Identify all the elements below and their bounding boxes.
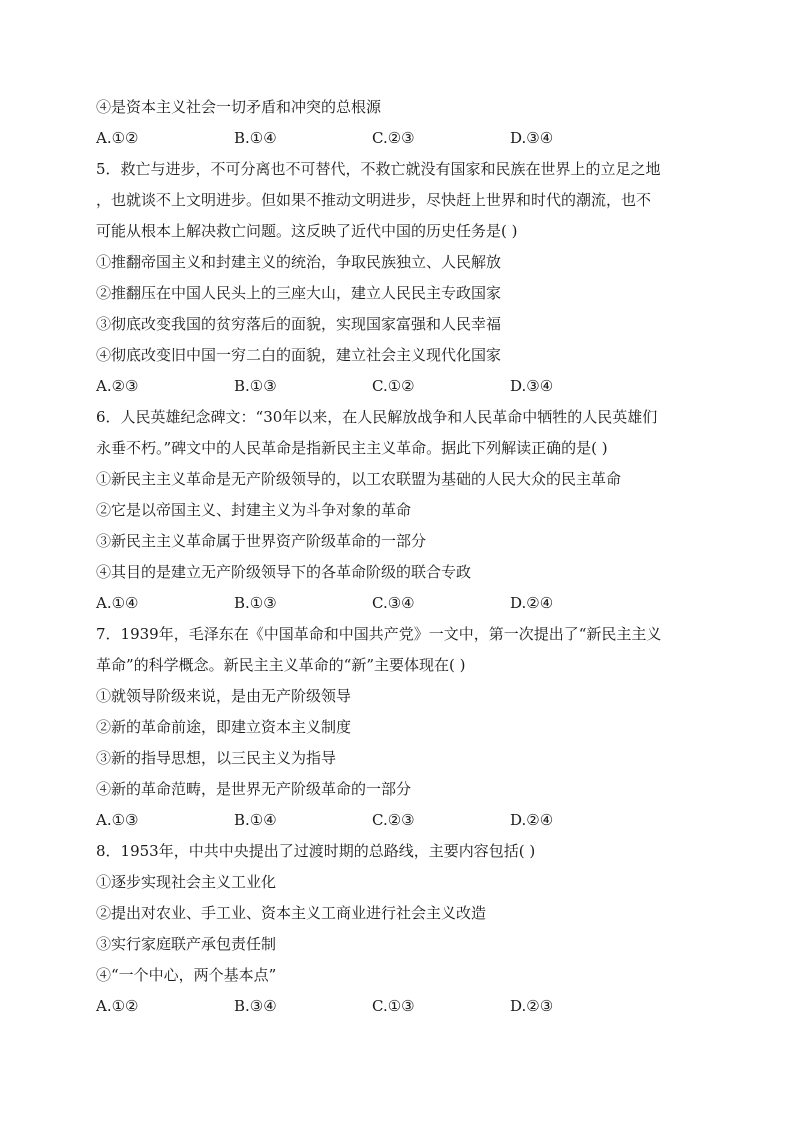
question-5-item: ④彻底改变旧中国一穷二白的面貌，建立社会主义现代化国家 <box>96 346 502 364</box>
question-8-option-a[interactable]: A.①② <box>96 997 139 1015</box>
question-5-stem-line: 5．救亡与进步，不可分离也不可替代，不救亡就没有国家和民族在世界上的立足之地 <box>96 160 661 178</box>
question-5-item: ③彻底改变我国的贫穷落后的面貌，实现国家富强和人民幸福 <box>96 315 502 333</box>
question-7 <box>96 619 702 836</box>
question-5 <box>96 154 702 402</box>
question-4-option-b[interactable]: B.①④ <box>234 129 277 147</box>
question-8-option-c[interactable]: C.①③ <box>372 997 415 1015</box>
question-6-option-a[interactable]: A.①④ <box>96 594 139 612</box>
question-6-option-c[interactable]: C.③④ <box>372 594 415 612</box>
question-6-options <box>96 588 702 619</box>
question-7-option-b[interactable]: B.①④ <box>234 811 277 829</box>
question-6-option-d[interactable]: D.②④ <box>510 594 554 612</box>
question-8-stem-line: 8．1953年，中共中央提出了过渡时期的总路线，主要内容包括( ) <box>96 842 536 860</box>
question-4 <box>96 92 702 154</box>
question-8-item: ④“一个中心，两个基本点” <box>96 966 277 984</box>
question-8-item: ②提出对农业、手工业、资本主义工商业进行社会主义改造 <box>96 904 487 922</box>
question-5-stem-line: 可能从根本上解决救亡问题。这反映了近代中国的历史任务是( ) <box>96 222 518 240</box>
question-6 <box>96 402 702 619</box>
question-5-item: ②推翻压在中国人民头上的三座大山，建立人民民主专政国家 <box>96 284 502 302</box>
question-5-option-d[interactable]: D.③④ <box>510 377 554 395</box>
question-4-item-4: ④是资本主义社会一切矛盾和冲突的总根源 <box>96 98 382 116</box>
question-4-options <box>96 123 702 154</box>
question-7-item: ④新的革命范畴，是世界无产阶级革命的一部分 <box>96 780 412 798</box>
question-5-item: ①推翻帝国主义和封建主义的统治，争取民族独立、人民解放 <box>96 253 502 271</box>
question-8-option-d[interactable]: D.②③ <box>510 997 554 1015</box>
question-7-option-a[interactable]: A.①③ <box>96 811 139 829</box>
question-5-option-b[interactable]: B.①③ <box>234 377 277 395</box>
question-5-stem-line: ，也就谈不上文明进步。但如果不推动文明进步，尽快赶上世界和时代的潮流，也不 <box>96 191 652 209</box>
question-6-item: ④其目的是建立无产阶级领导下的各革命阶级的联合专政 <box>96 563 472 581</box>
exam-page <box>96 92 702 1022</box>
question-5-option-c[interactable]: C.①② <box>372 377 415 395</box>
question-8-option-b[interactable]: B.③④ <box>234 997 277 1015</box>
question-4-option-a[interactable]: A.①② <box>96 129 139 147</box>
question-6-stem-line: 6．人民英雄纪念碑文：“30年以来，在人民解放战争和人民革命中牺牲的人民英雄们 <box>96 408 658 426</box>
question-7-option-d[interactable]: D.②④ <box>510 811 554 829</box>
question-5-option-a[interactable]: A.②③ <box>96 377 139 395</box>
question-6-stem-line: 永垂不朽。”碑文中的人民革命是指新民主主义革命。据此下列解读正确的是( ) <box>96 439 608 457</box>
question-5-options <box>96 371 702 402</box>
question-6-item: ①新民主主义革命是无产阶级领导的，以工农联盟为基础的人民大众的民主革命 <box>96 470 622 488</box>
question-8-options <box>96 991 702 1022</box>
question-7-item: ③新的指导思想，以三民主义为指导 <box>96 749 337 767</box>
question-7-stem-line: 7．1939年，毛泽东在《中国革命和中国共产党》一文中，第一次提出了“新民主主义 <box>96 625 662 643</box>
question-7-item: ②新的革命前途，即建立资本主义制度 <box>96 718 352 736</box>
question-7-stem-line: 革命”的科学概念。新民主主义革命的“新”主要体现在( ) <box>96 656 466 674</box>
question-7-options <box>96 805 702 836</box>
question-4-option-d[interactable]: D.③④ <box>510 129 554 147</box>
question-6-item: ②它是以帝国主义、封建主义为斗争对象的革命 <box>96 501 412 519</box>
question-7-option-c[interactable]: C.②③ <box>372 811 415 829</box>
question-8 <box>96 836 702 1022</box>
question-8-item: ①逐步实现社会主义工业化 <box>96 873 277 891</box>
question-6-item: ③新民主主义革命属于世界资产阶级革命的一部分 <box>96 532 427 550</box>
question-7-item: ①就领导阶级来说，是由无产阶级领导 <box>96 687 352 705</box>
question-6-option-b[interactable]: B.①③ <box>234 594 277 612</box>
question-8-item: ③实行家庭联产承包责任制 <box>96 935 277 953</box>
question-4-option-c[interactable]: C.②③ <box>372 129 415 147</box>
